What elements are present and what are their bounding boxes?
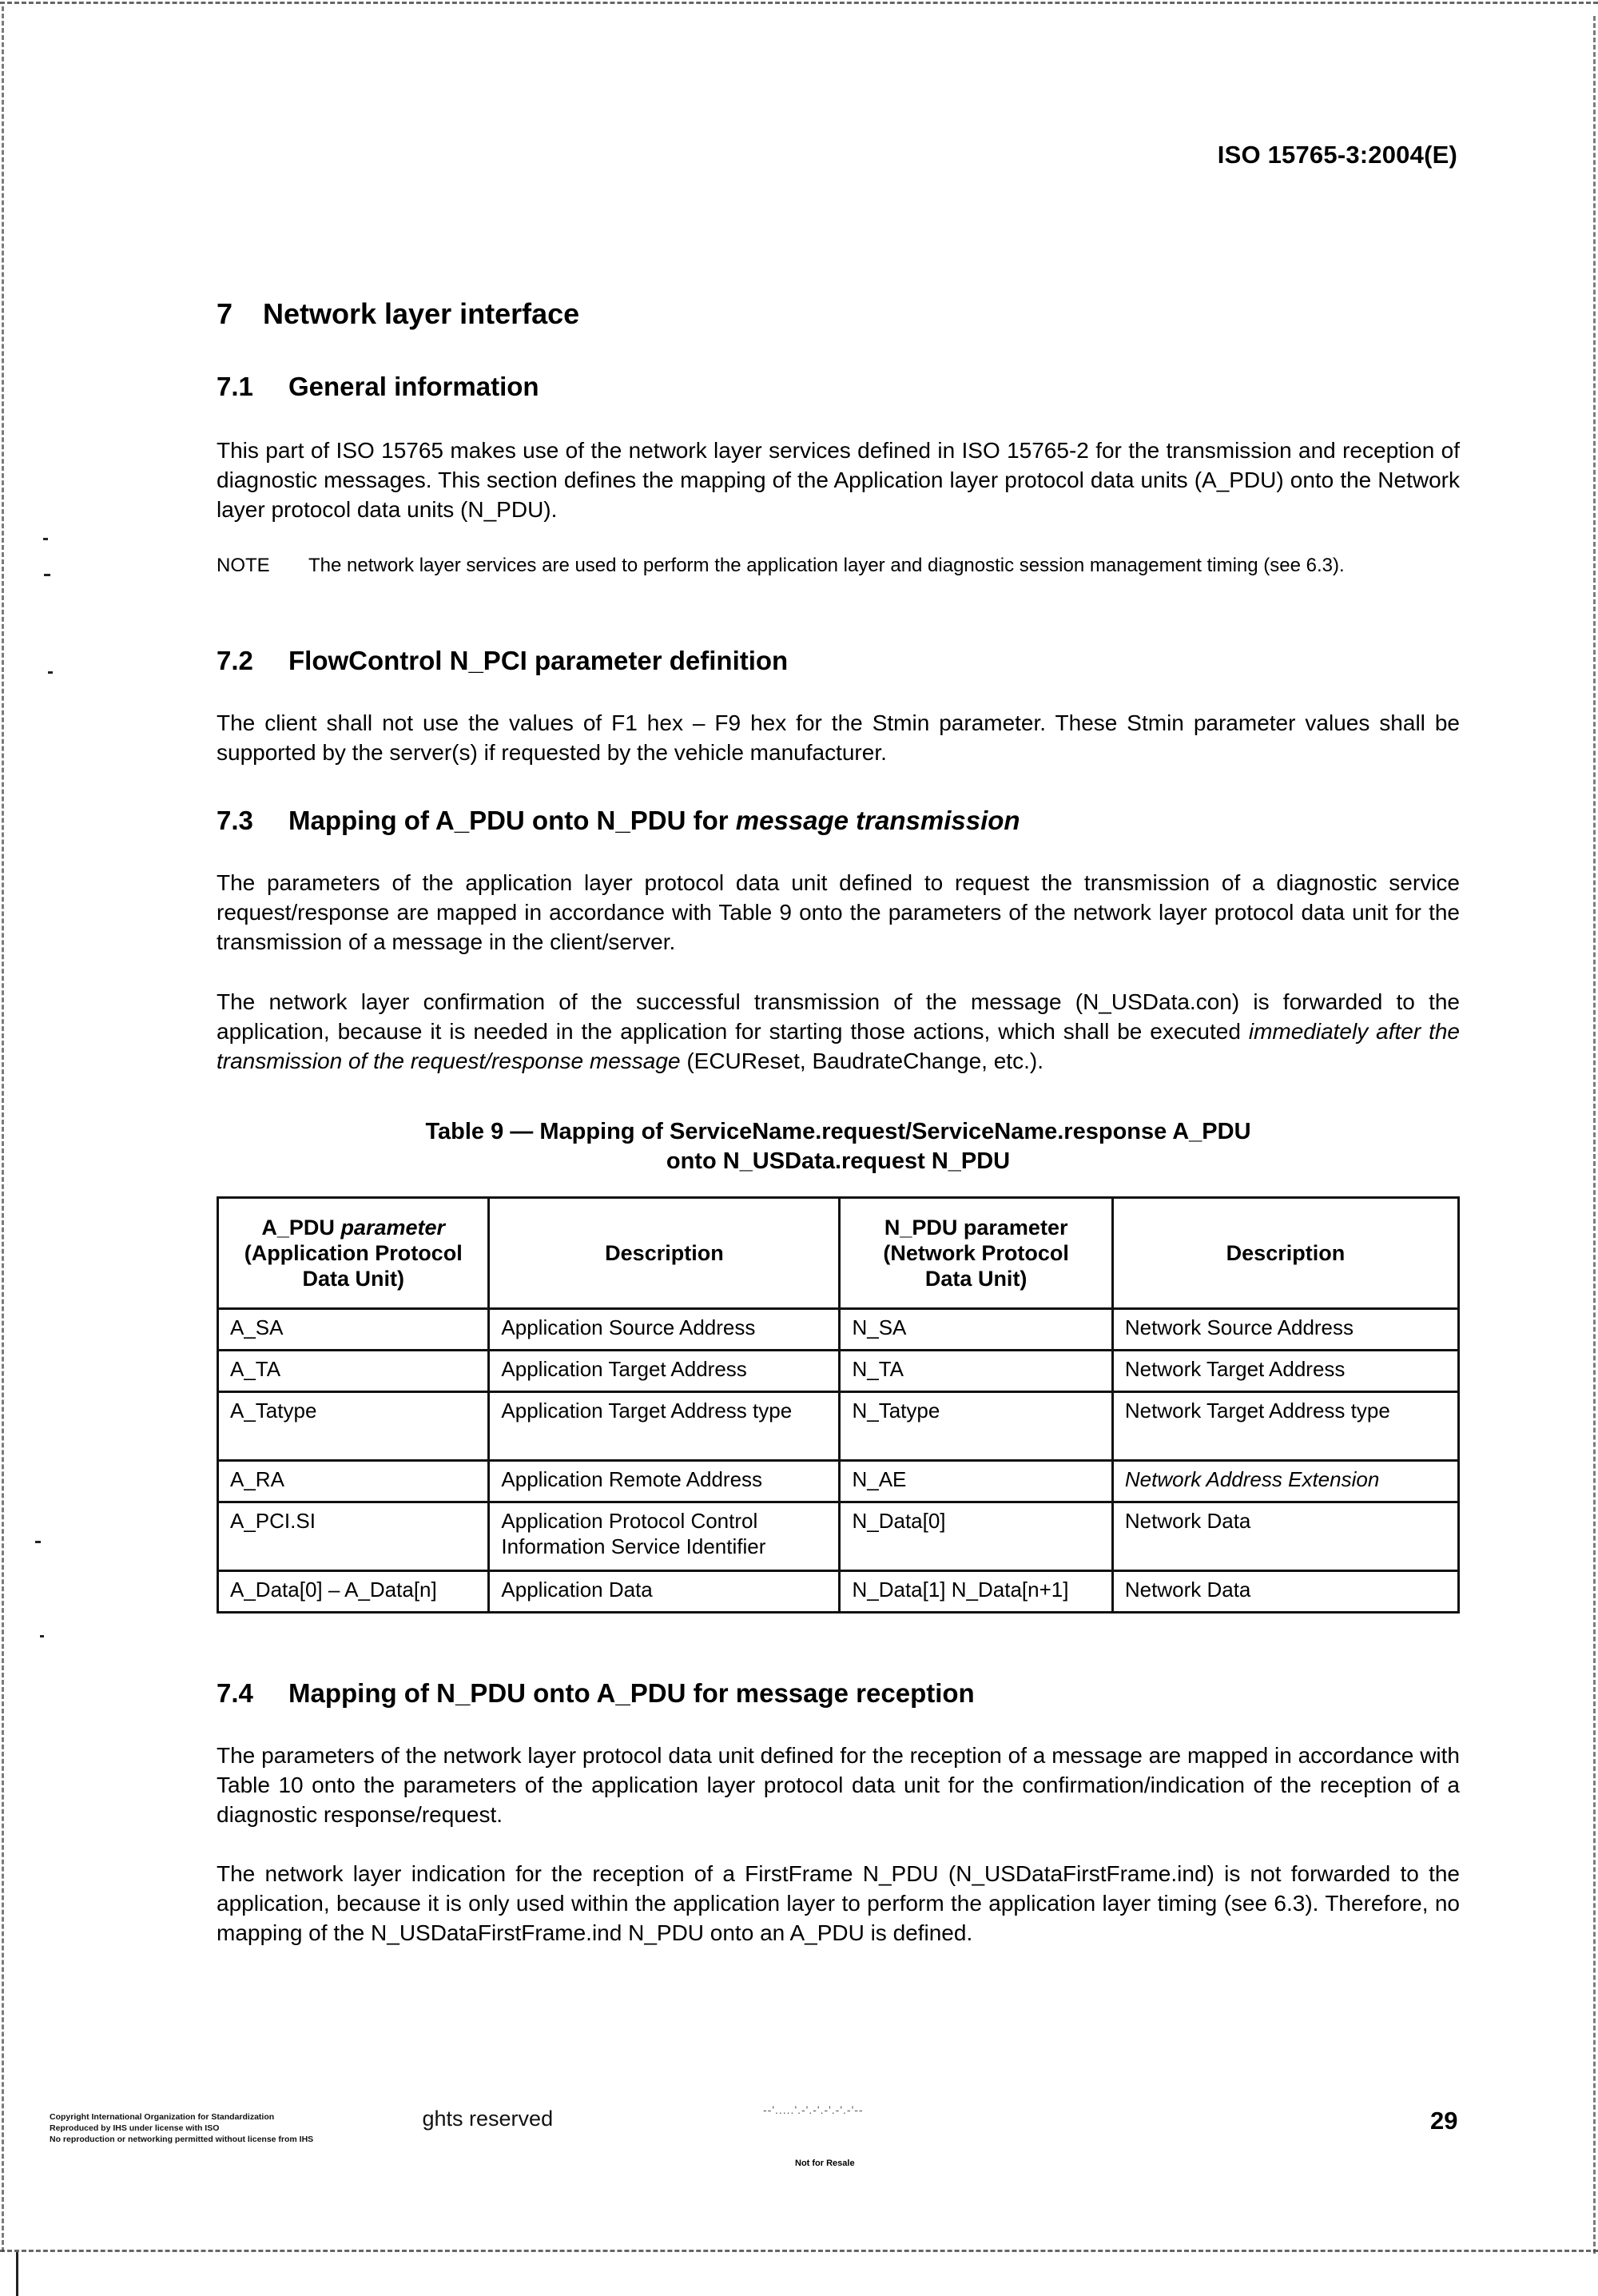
paragraph-text: (ECUReset, BaudrateChange, etc.). [686,1049,1043,1073]
section-7-3-paragraph-1: The parameters of the application layer protocol data unit defined to request the transmission of a diagnostic service request/response are mapped in accordance with Table 9 onto the parameters of the network layer protocol data unit for the transmission of a message in the client/server. [217,870,1460,954]
cell-n-desc [1112,1461,1458,1502]
document-identifier: ISO 15765-3:2004(E) [1217,141,1457,169]
section-7-4-heading [217,1678,975,1709]
scan-edge-stub [16,2252,18,2296]
margin-mark [40,1635,44,1637]
cell-n-desc: Network Target Address [1112,1351,1458,1392]
table-header-row [218,1198,1459,1309]
copyright-line: Copyright International Organization for Standardization [50,2112,275,2122]
cell-a-desc: Application Data [489,1571,840,1613]
cell-a-desc: Application Source Address [489,1309,840,1351]
not-for-resale-label: Not for Resale [795,2159,855,2168]
cell-n-param: N_Data[1] N_Data[n+1] [840,1571,1112,1613]
cell-n-param: N_TA [840,1351,1112,1392]
scan-border-bottom [0,2250,1598,2252]
cell-a-param: A_Data[0] – A_Data[n] [218,1571,489,1613]
header-text: (Network Protocol [883,1241,1069,1265]
header-text-italic: parameter [340,1216,446,1240]
section-7-4-paragraph-2: The network layer indication for the reception of a FirstFrame N_PDU (N_USDataFirstFrame.ind) is not forwarded to the application, because it is only used within the application layer to perform the application layer timing (see 6.3). Therefore, no mapping of the N_USDataFirstFrame.ind N_PDU onto an A_PDU is defined. [217,1861,1460,1945]
table-row [218,1351,1459,1392]
header-a-pdu-parameter [218,1198,489,1309]
section-title-italic: message transmission [735,806,1020,835]
scan-border-top [0,2,1598,4]
section-7-2-heading [217,646,788,676]
cell-n-param: N_SA [840,1309,1112,1351]
header-n-pdu-parameter [840,1198,1112,1309]
cell-n-param: N_Data[0] [840,1502,1112,1571]
note-label: NOTE [217,555,270,576]
scan-border-left [2,6,4,2252]
page-number: 29 [1430,2107,1458,2135]
section-title: Mapping of N_PDU onto A_PDU for message reception [288,1678,975,1708]
table-row [218,1309,1459,1351]
table-9 [217,1196,1460,1614]
margin-mark [48,671,53,674]
cell-a-param: A_PCI.SI [218,1502,489,1571]
table-caption-line: onto N_USData.request N_PDU [666,1148,1011,1174]
header-a-description: Description [489,1198,840,1309]
section-title: Mapping of A_PDU onto N_PDU for [288,806,729,835]
header-text: N_PDU parameter [884,1216,1068,1240]
cell-n-desc: Network Target Address type [1112,1392,1458,1461]
section-7-2-paragraph: The client shall not use the values of F1 hex – F9 hex for the Stmin parameter. These Stmin parameter values shall be supported by the server(s) if requested by the vehicle manufacturer. [217,710,1460,765]
cell-n-param: N_AE [840,1461,1112,1502]
header-text: Data Unit) [924,1267,1028,1291]
margin-mark [44,574,50,576]
margin-mark [35,1541,41,1543]
cell-a-desc: Application Target Address [489,1351,840,1392]
table-row [218,1461,1459,1502]
rights-visible: ghts reserved [422,2107,554,2131]
cell-n-param: N_Tatype [840,1392,1112,1461]
section-7-heading [217,297,579,331]
section-7-1-paragraph: This part of ISO 15765 makes use of the network layer services defined in ISO 15765-2 for the transmission and reception of diagnostic messages. This section defines the mapping of the Application layer protocol data units (A_PDU) onto the Network layer protocol data units (N_PDU). [217,438,1460,522]
section-7-3-paragraph-2 [217,987,1460,1076]
paragraph-text: The network layer confirmation of the successful transmission of the message (N_USData.con) is forwarded to the application, because it is needed in the application for starting those actions, which shall be executed [217,989,1460,1044]
section-title: Network layer interface [263,297,580,330]
header-text: A_PDU [261,1216,335,1240]
section-number: 7.1 [217,372,253,401]
section-number: 7 [217,297,233,330]
cell-n-desc: Network Data [1112,1571,1458,1613]
cell-text: Network Address Extension [1124,1467,1380,1491]
rights-reserved [214,2107,553,2131]
copyright-line: No reproduction or networking permitted without license from IHS [50,2135,314,2144]
section-7-1-heading [217,372,539,402]
section-7-1-note [217,553,1460,579]
cell-a-param: A_SA [218,1309,489,1351]
table-9-caption [217,1117,1460,1176]
cell-a-param: A_Tatype [218,1392,489,1461]
section-7-3-heading [217,806,1020,836]
section-number: 7.4 [217,1678,253,1708]
section-number: 7.3 [217,806,253,835]
cell-a-desc: Application Remote Address [489,1461,840,1502]
section-number: 7.2 [217,646,253,675]
section-title: General information [288,372,539,401]
table-row [218,1392,1459,1461]
cell-a-param: A_RA [218,1461,489,1502]
note-text: The network layer services are used to perform the application layer and diagnostic session management timing (see 6.3). [308,555,1345,576]
copyright-line: Reproduced by IHS under license with ISO [50,2123,220,2133]
scan-border-right [1593,16,1596,2254]
cell-n-desc: Network Data [1112,1502,1458,1571]
cell-n-desc: Network Source Address [1112,1309,1458,1351]
cell-a-desc: Application Target Address type [489,1392,840,1461]
section-title: FlowControl N_PCI parameter definition [288,646,789,675]
margin-mark [43,538,48,540]
header-text: (Application Protocol [244,1241,463,1265]
header-text: Data Unit) [302,1267,404,1291]
cell-a-desc: Application Protocol Control Information Service Identifier [489,1502,840,1571]
cell-a-param: A_TA [218,1351,489,1392]
table-row [218,1502,1459,1571]
scan-noise: --'.....'.-'.-'.-'.-'.-'-- [763,2103,864,2116]
paragraph-text-italic: immediately after the transmission of the request/response message [217,1019,1461,1073]
table-row [218,1571,1459,1613]
header-n-description: Description [1112,1198,1458,1309]
table-caption-line: Table 9 — Mapping of ServiceName.request/ServiceName.response A_PDU [425,1119,1251,1144]
section-7-4-paragraph-1: The parameters of the network layer protocol data unit defined for the reception of a message are mapped in accordance with Table 10 onto the parameters of the application layer protocol data unit for the confirmation/indication of the reception of a diagnostic response/request. [217,1743,1460,1827]
